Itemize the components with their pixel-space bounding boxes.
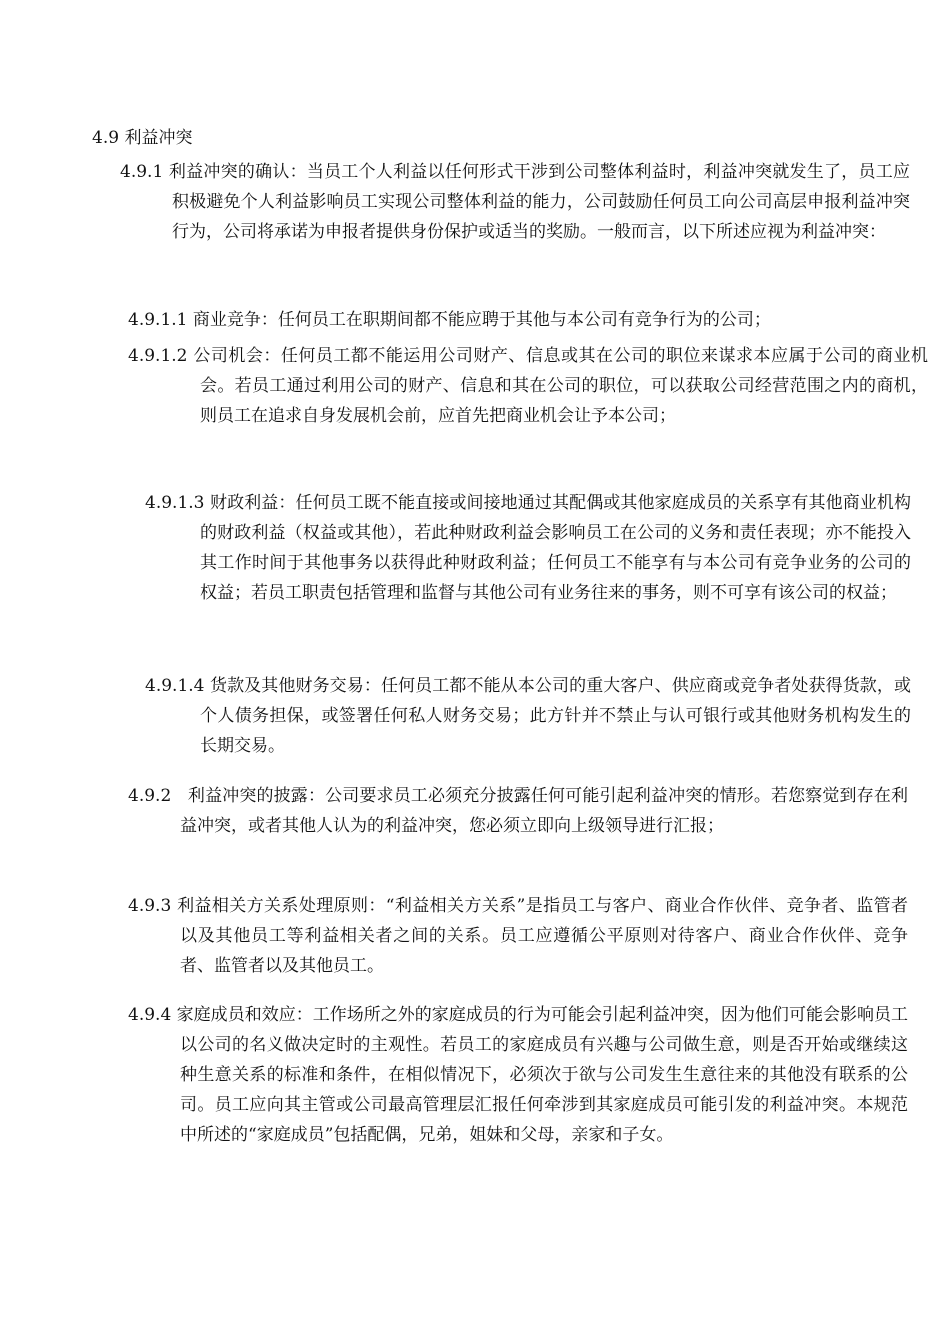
clause-text: 利益冲突的披露：公司要求员工必须充分披露任何可能引起利益冲突的情形。若您察觉到存在利益冲突，或者其他人认为的利益冲突，您必须立即向上级领导进行汇报； (180, 786, 909, 836)
clause-text: 公司机会：任何员工都不能运用公司财产、信息或其在公司的职位来谋求本应属于公司的商业机会。若员工通过利用公司的财产、信息和其在公司的职位，可以获取公司经营范围之内的商机，则员工在追求自身发展机会前，应首先把商业机会让予本公司； (193, 346, 928, 426)
clause-4-9-1 (120, 157, 910, 247)
clause-number: 4.9.3 (128, 896, 178, 916)
clause-4-9-1-3 (145, 488, 911, 608)
clause-number: 4.9.1.2 (128, 346, 194, 366)
clause-number: 4.9.1.4 (145, 676, 210, 696)
clause-4-9-1-1 (128, 305, 868, 335)
clause-4-9-2 (128, 781, 908, 841)
clause-number: 4.9.4 (128, 1005, 177, 1025)
clause-text: 货款及其他财务交易：任何员工都不能从本公司的重大客户、供应商或竞争者处获得货款，或个人债务担保，或签署任何私人财务交易；此方针并不禁止与认可银行或其他财务机构发生的长期交易。 (200, 676, 911, 756)
clause-text: 利益相关方关系处理原则：“利益相关方关系”是指员工与客户、商业合作伙伴、竞争者、监管者以及其他员工等利益相关者之间的关系。员工应遵循公平原则对待客户、商业合作伙伴、竞争者、监管者以及其他员工。 (177, 896, 908, 976)
clause-number: 4.9.1.1 (128, 310, 193, 330)
clause-4-9-1-4 (145, 671, 911, 761)
clause-number: 4.9.2 (128, 786, 188, 806)
clause-number: 4.9.1.3 (145, 493, 210, 513)
clause-text: 家庭成员和效应：工作场所之外的家庭成员的行为可能会引起利益冲突，因为他们可能会影响员工以公司的名义做决定时的主观性。若员工的家庭成员有兴趣与公司做生意，则是否开始或继续这种生意关系的标准和条件，在相似情况下，必须次于欲与公司发生生意往来的其他没有联系的公司。员工应向其主管或公司最高管理层汇报任何牵涉到其家庭成员可能引发的利益冲突。本规范中所述的“家庭成员”包括配偶，兄弟，姐妹和父母，亲家和子女。 (176, 1005, 908, 1145)
clause-4-9-1-2 (128, 341, 928, 431)
clause-number: 4.9.1 (120, 162, 169, 182)
section-heading: 4.9 利益冲突 (92, 128, 193, 148)
clause-text: 财政利益：任何员工既不能直接或间接地通过其配偶或其他家庭成员的关系享有其他商业机构的财政利益（权益或其他），若此种财政利益会影响员工在公司的义务和责任表现；亦不能投入其工作时间于其他事务以获得此种财政利益；任何员工不能享有与本公司有竞争业务的公司的权益；若员工职责包括管理和监督与其他公司有业务往来的事务，则不可享有该公司的权益； (200, 493, 911, 603)
clause-text: 利益冲突的确认：当员工个人利益以任何形式干涉到公司整体利益时，利益冲突就发生了，员工应积极避免个人利益影响员工实现公司整体利益的能力，公司鼓励任何员工向公司高层申报利益冲突行为，公司将承诺为申报者提供身份保护或适当的奖励。一般而言，以下所述应视为利益冲突： (168, 162, 910, 242)
clause-4-9-4 (128, 1000, 908, 1150)
clause-4-9-3 (128, 891, 908, 981)
clause-text: 商业竞争：任何员工在职期间都不能应聘于其他与本公司有竞争行为的公司； (192, 310, 771, 330)
